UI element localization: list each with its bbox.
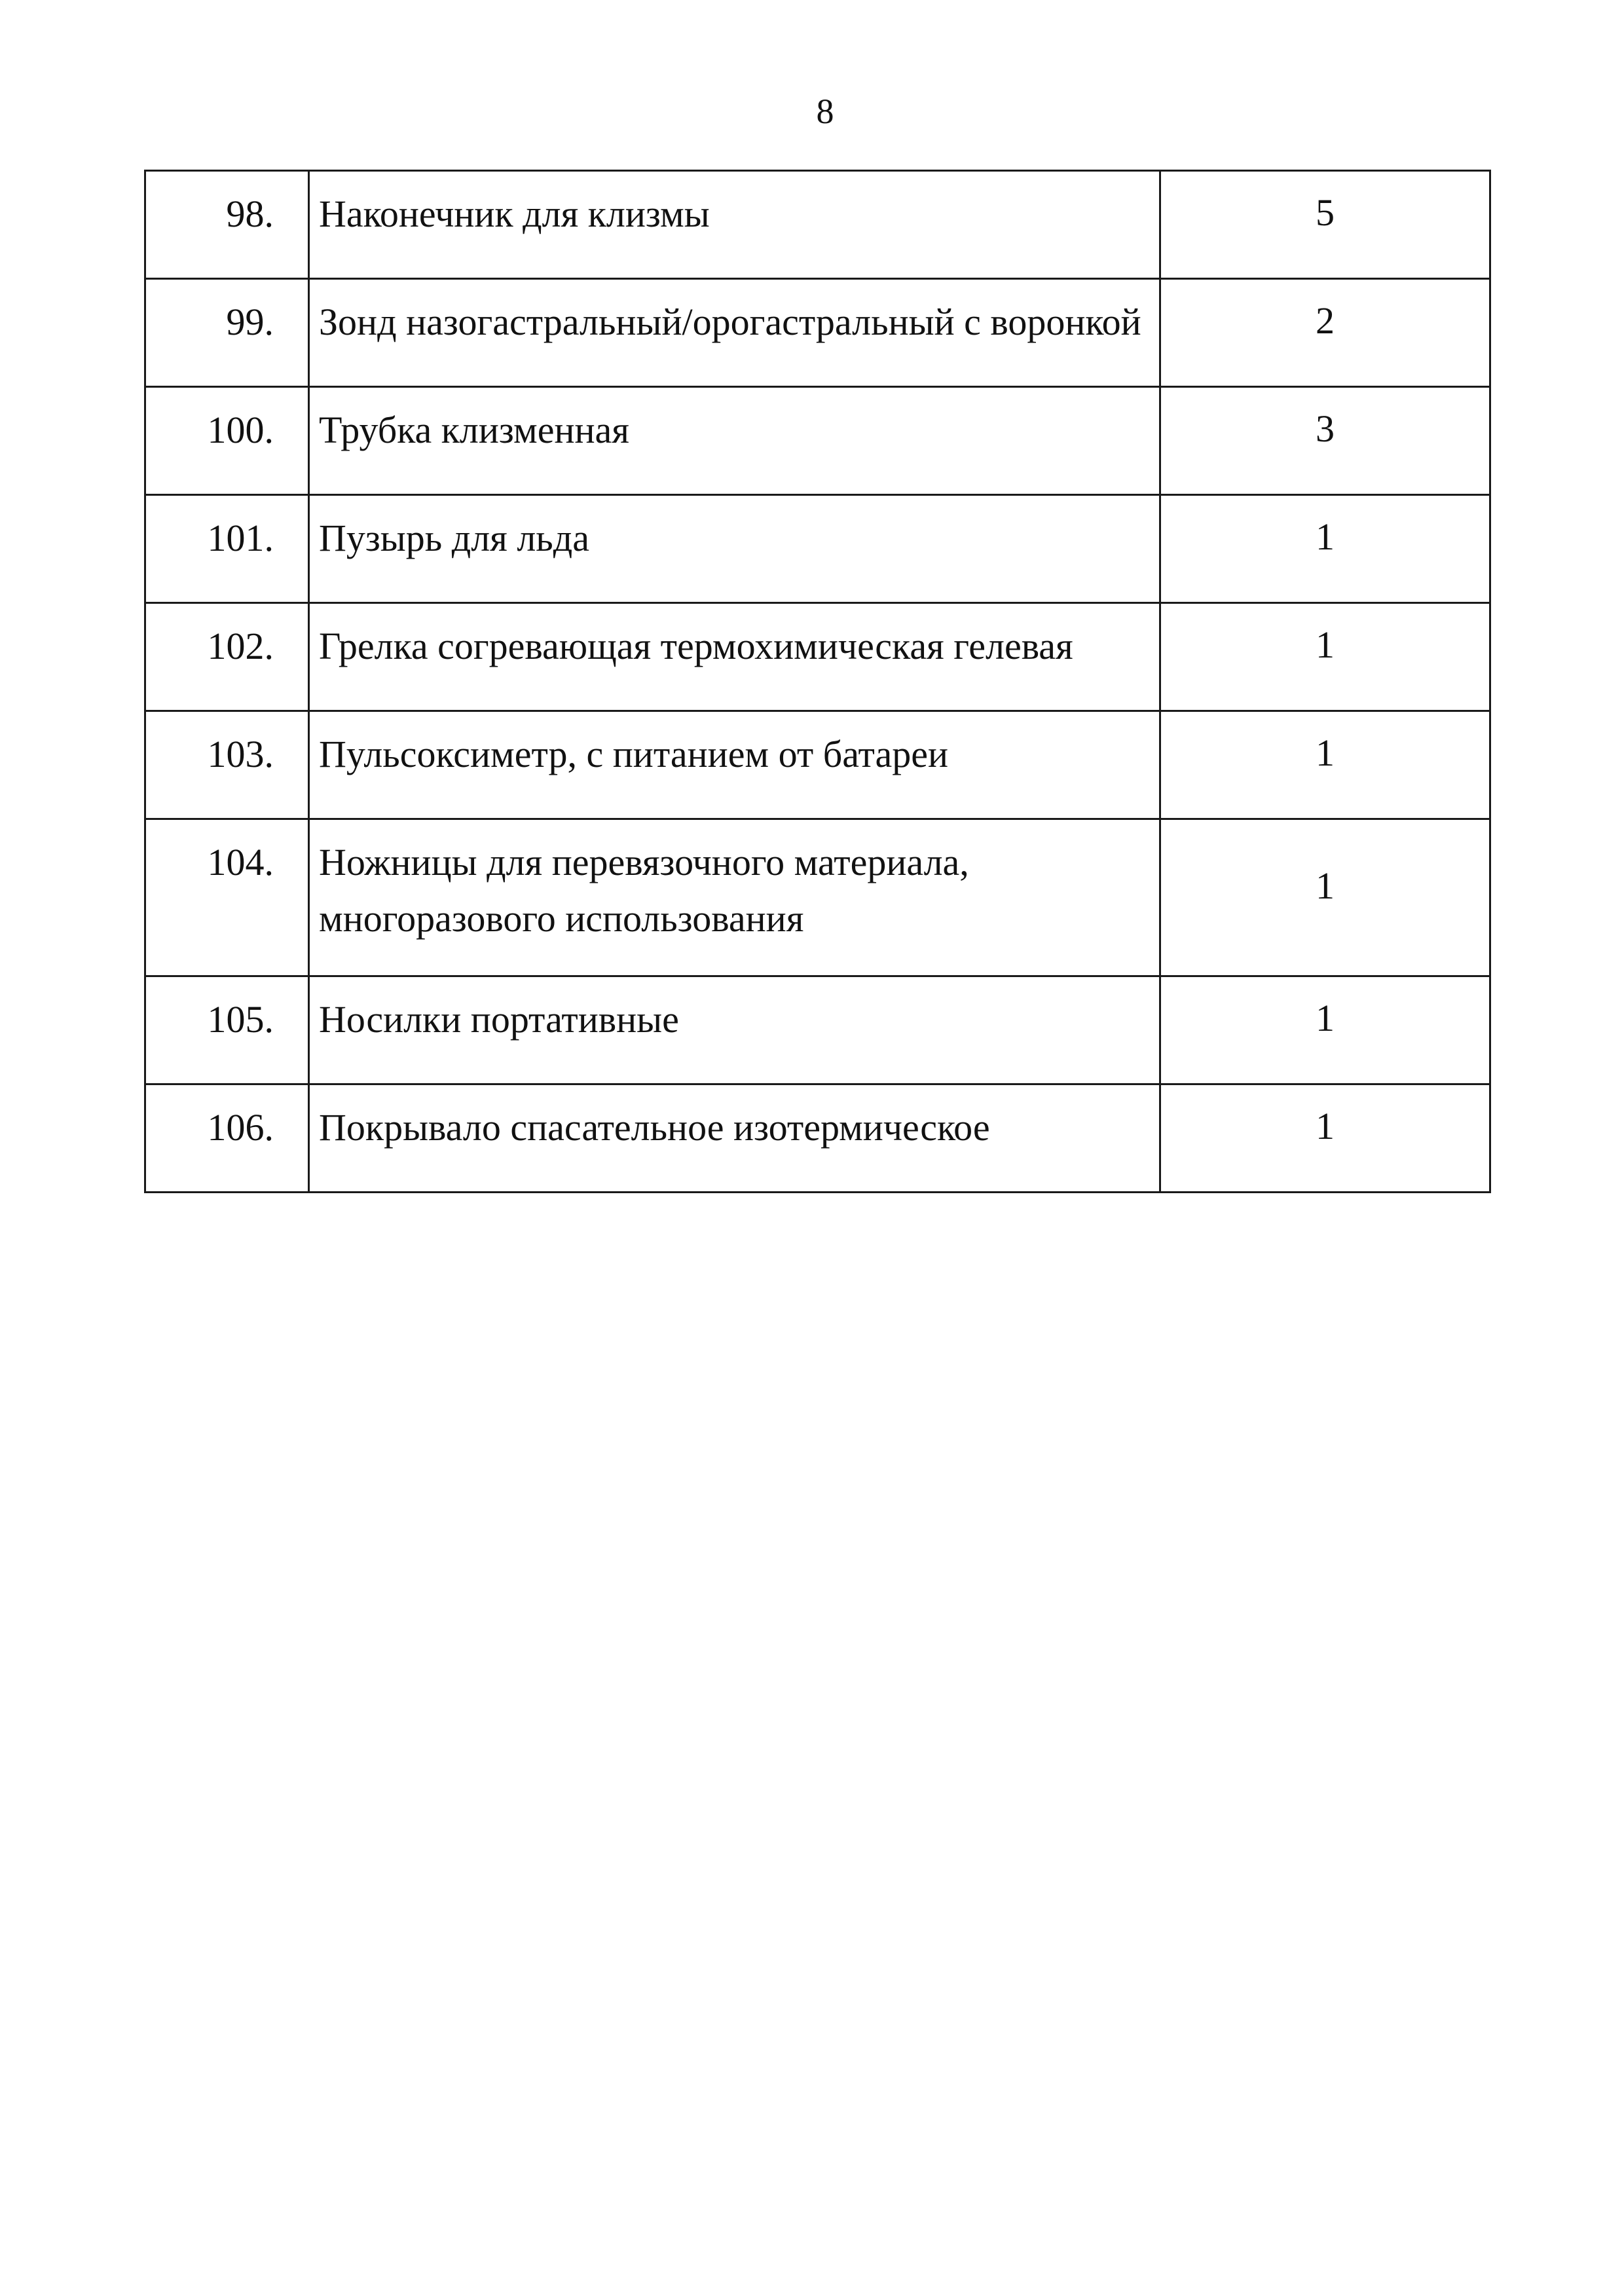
equipment-table [144,170,1491,1193]
table-row [145,1084,1490,1193]
item-name: Грелка согревающая термохимическая гелевая [309,603,1160,711]
item-name: Ножницы для перевязочного материала, многоразового использования [309,819,1160,976]
item-name: Пульсоксиметр, с питанием от батареи [309,711,1160,819]
row-number: 102. [145,603,309,711]
item-name: Носилки портативные [309,976,1160,1084]
item-quantity [1160,171,1490,279]
table-row [145,976,1490,1084]
row-number: 104. [145,819,309,976]
row-number: 106. [145,1084,309,1193]
quantity-value: 1 [1316,731,1335,774]
row-number: 100. [145,387,309,495]
table-row [145,603,1490,711]
item-quantity [1160,279,1490,387]
item-quantity [1160,819,1490,976]
item-quantity [1160,711,1490,819]
item-name: Покрывало спасательное изотермическое [309,1084,1160,1193]
item-quantity [1160,1084,1490,1193]
item-name: Зонд назогастральный/орогастральный с воронкой [309,279,1160,387]
table-row [145,279,1490,387]
table-row [145,819,1490,976]
item-name: Пузырь для льда [309,495,1160,603]
item-quantity [1160,387,1490,495]
quantity-value: 5 [1316,191,1335,234]
row-number: 101. [145,495,309,603]
quantity-value: 3 [1316,407,1335,450]
item-quantity [1160,495,1490,603]
table-row [145,387,1490,495]
quantity-value: 1 [1316,864,1335,907]
row-number: 98. [145,171,309,279]
page-number: 8 [816,92,834,131]
row-number: 105. [145,976,309,1084]
row-number: 103. [145,711,309,819]
item-quantity [1160,976,1490,1084]
table-row [145,495,1490,603]
item-quantity [1160,603,1490,711]
quantity-value: 2 [1316,299,1335,342]
table-row [145,711,1490,819]
row-number: 99. [145,279,309,387]
item-name: Трубка клизменная [309,387,1160,495]
quantity-value: 1 [1316,515,1335,558]
quantity-value: 1 [1316,623,1335,666]
quantity-value: 1 [1316,1105,1335,1147]
item-name: Наконечник для клизмы [309,171,1160,279]
table-row [145,171,1490,279]
quantity-value: 1 [1316,997,1335,1039]
